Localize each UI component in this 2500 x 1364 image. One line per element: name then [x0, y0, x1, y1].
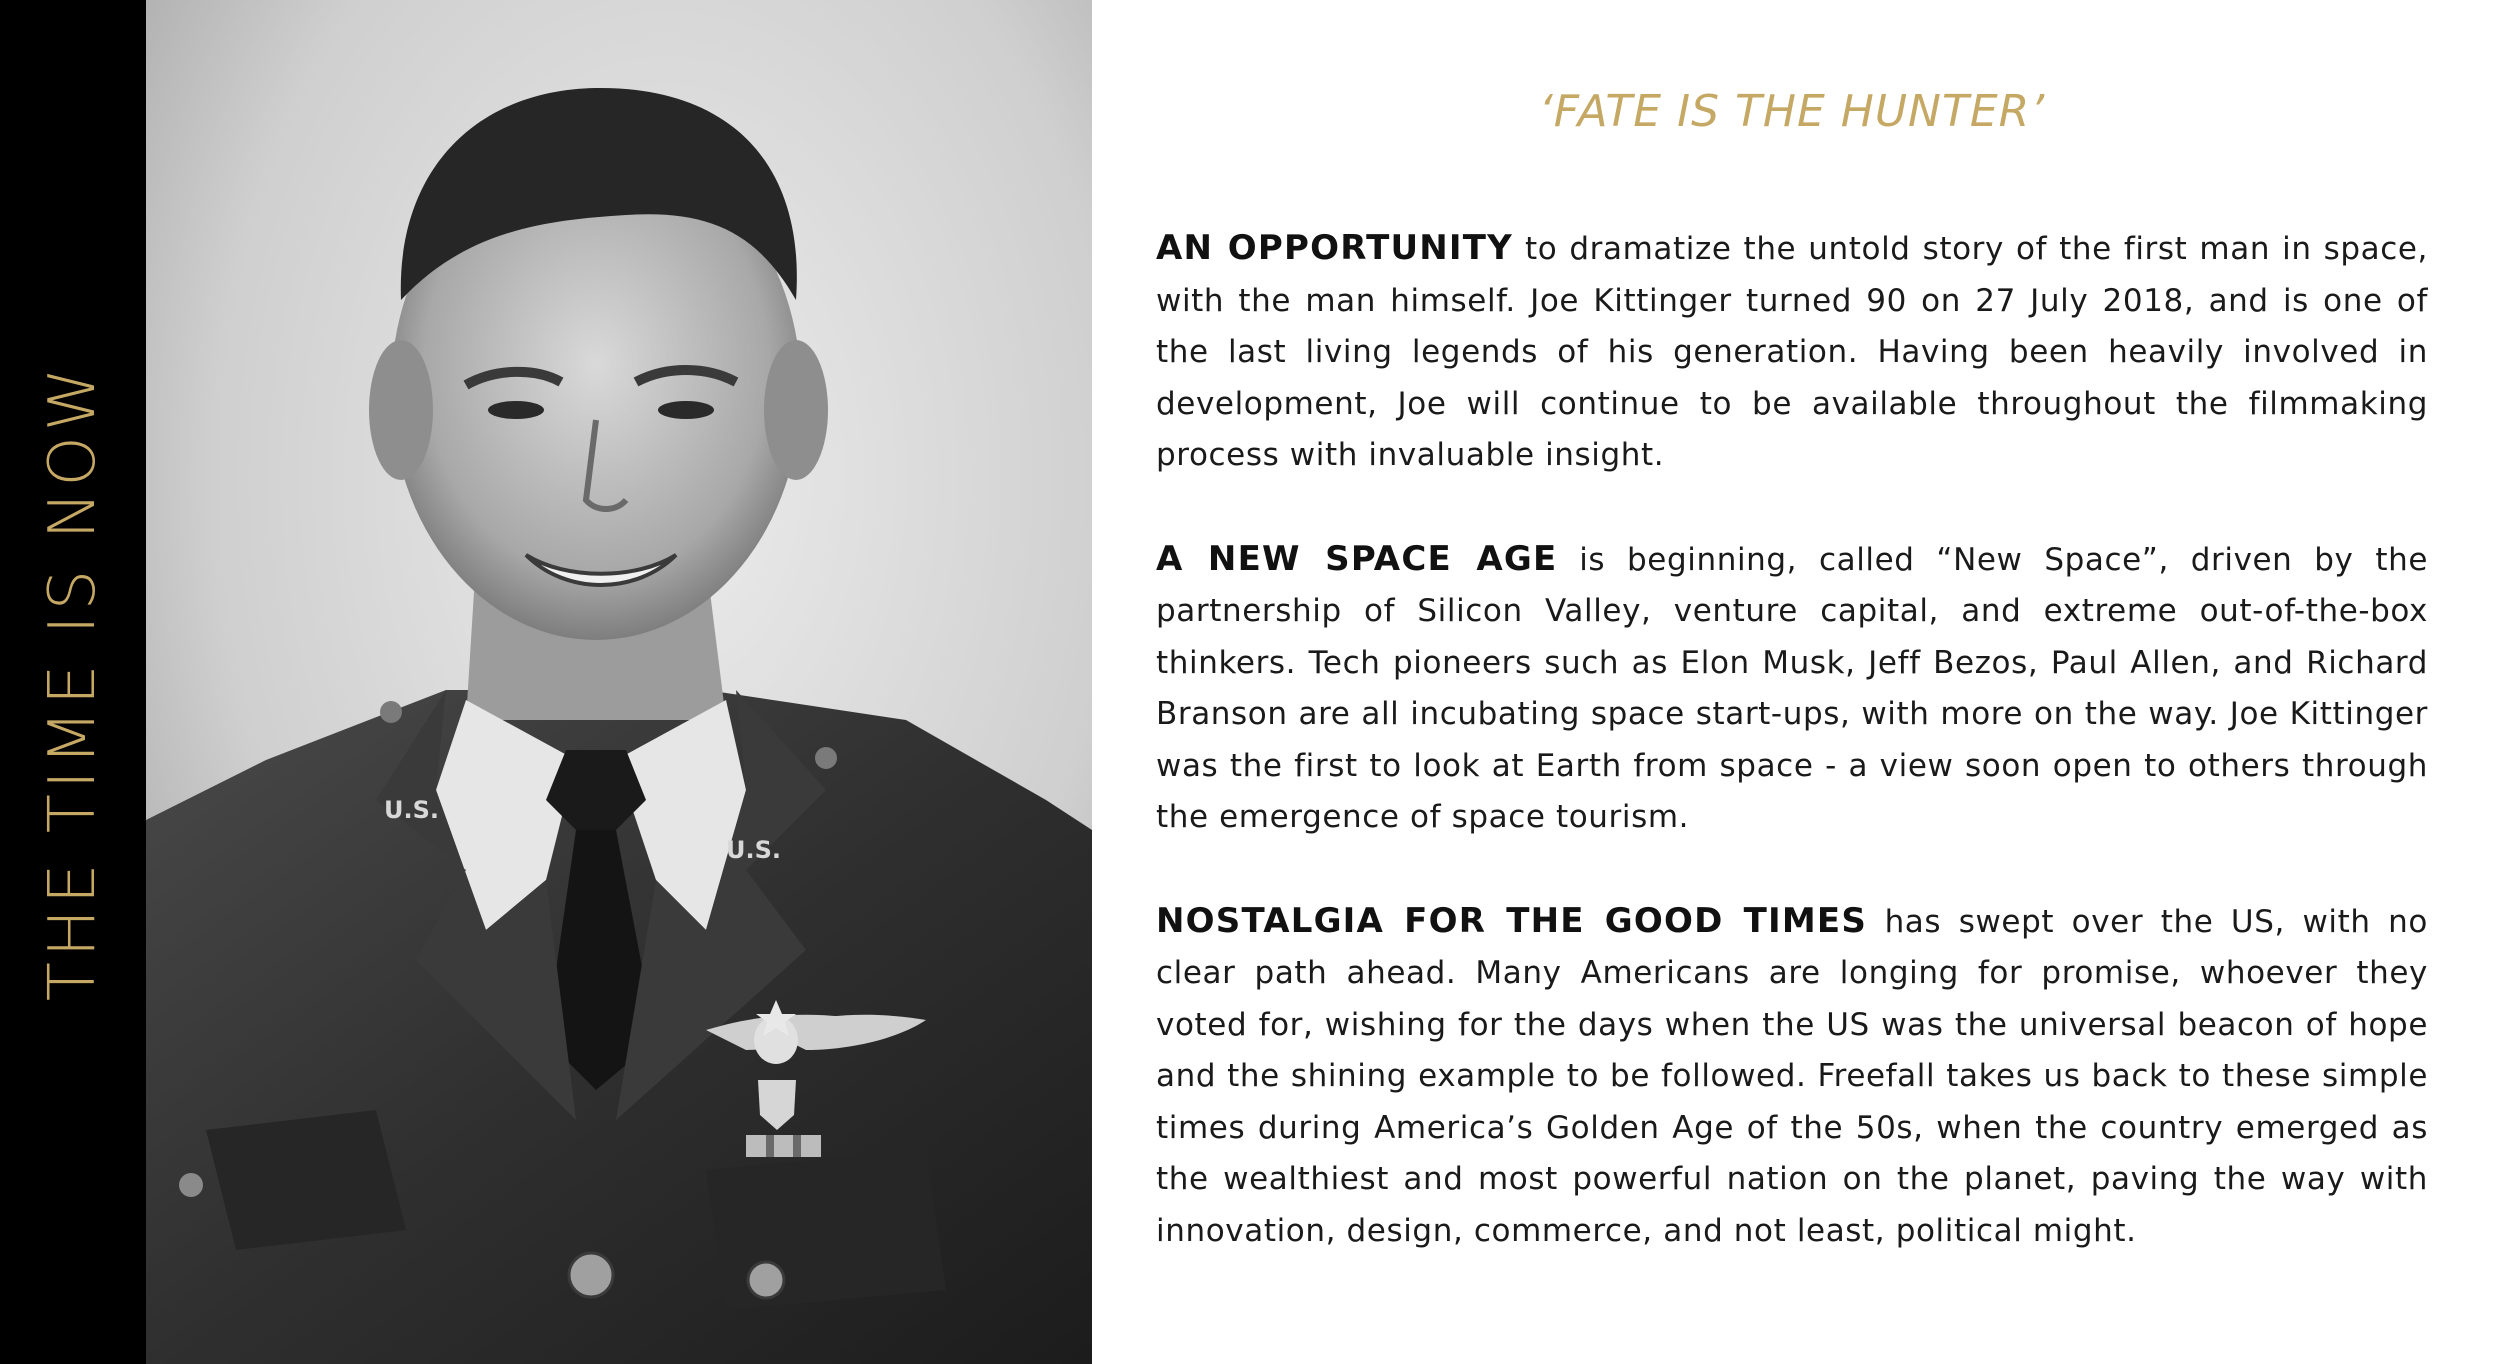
sidebar	[0, 0, 146, 1364]
portrait-photo	[146, 0, 1092, 1364]
paragraph-nostalgia	[1156, 896, 2428, 1258]
portrait-illustration	[146, 0, 1092, 1364]
paragraph-lead: AN OPPORTUNITY	[1156, 228, 1514, 268]
paragraph-lead: A NEW SPACE AGE	[1156, 538, 1558, 579]
main-content	[1156, 86, 2428, 1309]
collar-insignia-right: U.S.	[726, 836, 782, 864]
paragraph-opportunity	[1156, 223, 2428, 482]
collar-insignia-left: U.S.	[384, 796, 440, 824]
paragraph-lead: NOSTALGIA FOR THE GOOD TIMES	[1156, 900, 1868, 941]
paragraph-text: to dramatize the untold story of the first man in space, with the man himself. Joe Kittinger turned 90 on 27 July 2018, and is one of the last living legends of his generation. Having been heavily involved in development, Joe will continue to be available throughout the filmmaking process with invaluable insight.	[1156, 231, 2428, 473]
paragraph-new-space-age	[1156, 534, 2428, 844]
paragraph-text: is beginning, called “New Space”, driven by the partnership of Silicon Valley, venture capital, and extreme out-of-the-box thinkers. Tech pioneers such as Elon Musk, Jeff Bezos, Paul Allen, and Richard Branson are all incubating space start-ups, with more on the way. Joe Kittinger was the first to look at Earth from space - a view soon open to others through the emergence of space tourism.	[1156, 541, 2428, 835]
sidebar-title: THE TIME IS NOW	[36, 362, 110, 1002]
page-heading: ‘FATE IS THE HUNTER’	[1538, 86, 2046, 137]
ribbon-bar	[746, 1135, 821, 1157]
paragraph-text: has swept over the US, with no clear path ahead. Many Americans are longing for promise, whoever they voted for, wishing for the days when the US was the universal beacon of hope and the shining example to be followed. Freefall takes us back to these simple times during America’s Golden Age of the 50s, when the country emerged as the wealthiest and most powerful nation on the planet, paving the way with innovation, design, commerce, and not least, political might.	[1156, 903, 2428, 1249]
